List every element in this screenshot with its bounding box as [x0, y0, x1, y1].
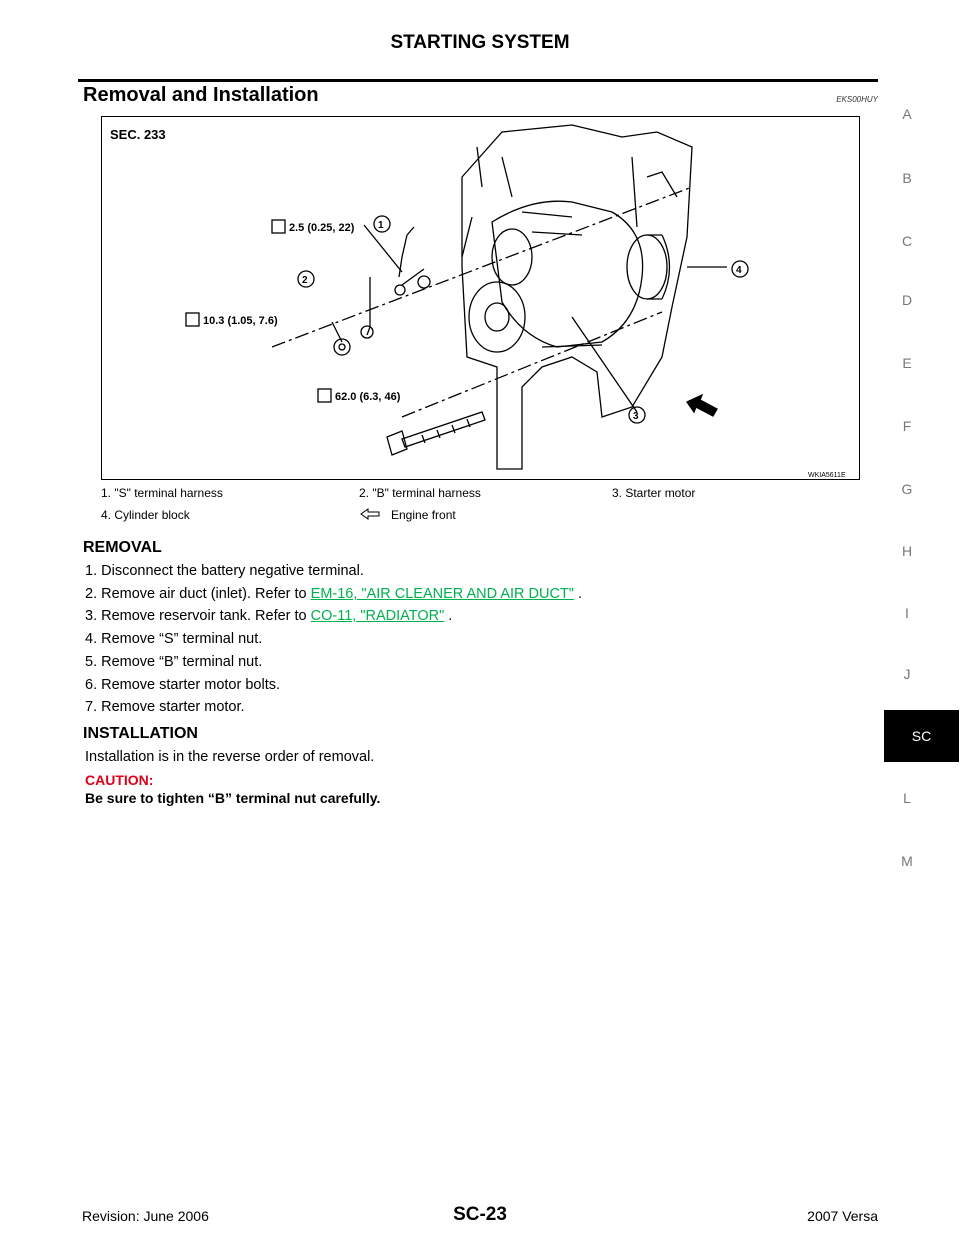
removal-heading: REMOVAL [83, 539, 162, 556]
torque-label-3: 62.0 (6.3, 46) [335, 391, 401, 403]
removal-step-3-text: 3. Remove reservoir tank. Refer to [85, 608, 311, 624]
legend-item-1: 1. "S" terminal harness [101, 486, 223, 500]
removal-step-2-suffix: . [573, 586, 583, 602]
removal-step-7: 7. Remove starter motor. [85, 699, 245, 715]
engine-front-arrow-icon [359, 508, 381, 523]
starter-motor-figure [101, 116, 860, 480]
section-title: Removal and Installation [83, 84, 319, 106]
side-index-sc-tab[interactable]: SC [884, 710, 959, 762]
side-index-f[interactable]: F [902, 418, 912, 434]
legend-engine-front: Engine front [391, 508, 456, 522]
figure-id: WKIA5611E [808, 472, 846, 479]
callout-2: 2 [302, 275, 308, 286]
link-em-16[interactable]: EM-16, "AIR CLEANER AND AIR DUCT" [310, 586, 574, 602]
side-index-j[interactable]: J [903, 666, 911, 682]
callout-4: 4 [736, 265, 742, 276]
removal-step-2 [85, 586, 582, 602]
starter-motor-illustration [102, 117, 860, 480]
installation-text: Installation is in the reverse order of removal. [85, 749, 375, 765]
torque-label-2: 10.3 (1.05, 7.6) [203, 315, 278, 327]
page-header-title: STARTING SYSTEM [390, 32, 570, 53]
removal-step-2-text: 2. Remove air duct (inlet). Refer to [85, 586, 311, 602]
side-index-i[interactable]: I [905, 605, 909, 621]
removal-step-3 [85, 608, 452, 624]
footer-page-number: SC-23 [453, 1204, 507, 1225]
figure-sec-label: SEC. 233 [110, 127, 166, 142]
legend-item-4: 4. Cylinder block [101, 508, 190, 522]
header-rule [78, 79, 878, 82]
section-code: EKS00HUY [836, 95, 878, 104]
installation-heading: INSTALLATION [83, 725, 198, 742]
removal-step-6: 6. Remove starter motor bolts. [85, 677, 281, 693]
callout-1: 1 [378, 220, 384, 231]
side-index-b[interactable]: B [902, 170, 912, 186]
side-index-m[interactable]: M [901, 853, 913, 869]
legend-item-3: 3. Starter motor [612, 486, 696, 500]
side-index-h[interactable]: H [901, 543, 913, 559]
footer-model: 2007 Versa [807, 1208, 878, 1224]
side-index-e[interactable]: E [902, 355, 912, 371]
callout-3: 3 [633, 411, 639, 422]
link-co-11[interactable]: CO-11, "RADIATOR" [310, 608, 445, 624]
side-index-d[interactable]: D [901, 292, 913, 308]
side-index-l[interactable]: L [903, 790, 911, 806]
removal-step-5: 5. Remove “B” terminal nut. [85, 654, 263, 670]
caution-label: CAUTION: [85, 772, 154, 788]
removal-step-1: 1. Disconnect the battery negative terminal. [85, 563, 364, 579]
side-index-g[interactable]: G [901, 481, 913, 497]
removal-step-4: 4. Remove “S” terminal nut. [85, 631, 263, 647]
removal-step-3-suffix: . [444, 608, 453, 624]
legend-item-2: 2. "B" terminal harness [359, 486, 481, 500]
caution-text: Be sure to tighten “B” terminal nut carefully. [85, 790, 381, 806]
torque-label-1: 2.5 (0.25, 22) [289, 222, 355, 234]
side-index-c[interactable]: C [901, 233, 913, 249]
footer-revision: Revision: June 2006 [82, 1208, 209, 1224]
side-index-a[interactable]: A [902, 106, 912, 122]
